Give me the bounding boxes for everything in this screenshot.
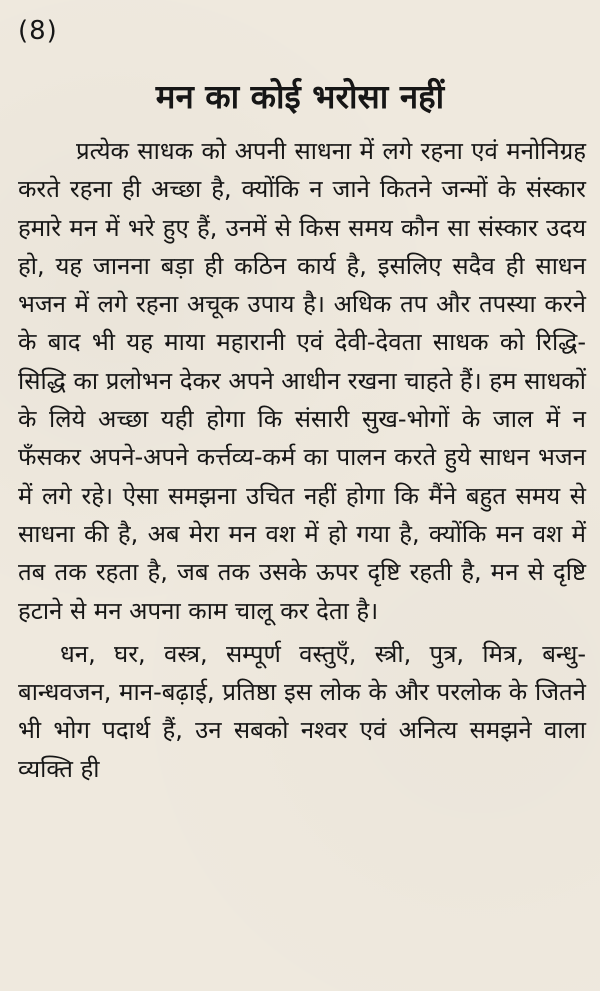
paragraph-1: प्रत्येक साधक को अपनी साधना में लगे रहना एवं मनोनिग्रह करते रहना ही अच्छा है, क्योंकि न जाने कितने जन्मों के संस्कार हमारे मन में भरे हुए हैं, उनमें से किस समय कौन सा संस्कार उदय हो, यह जानना बड़ा ही कठिन कार्य है, इसलिए सदैव ही साधन भजन में लगे रहना अचूक उपाय है। अधिक तप और तपस्या करने के बाद भी यह माया महारानी एवं देवी-देवता साधक को रिद्धि-सिद्धि का प्रलोभन देकर अपने आधीन रखना चाहते हैं। हम साधकों के लिये अच्छा यही होगा कि संसारी सुख-भोगों के जाल में न फँसकर अपने-अपने कर्त्तव्य-कर्म का पालन करते हुये साधन भजन में लगे रहे। ऐसा समझना उचित नहीं होगा कि मैंने बहुत समय से साधना की है, अब मेरा मन वश में हो गया है, क्योंकि मन वश में तब तक रहता है, जब तक उसके ऊपर दृष्टि रहती है, मन से दृष्टि हटाने से मन अपना काम चालू कर देता है।	[18, 137, 586, 625]
page-title: मन का कोई भरोसा नहीं	[155, 77, 445, 116]
page-number: (8)	[18, 16, 58, 46]
paragraph-2: धन, घर, वस्त्र, सम्पूर्ण वस्तुएँ, स्त्री, पुत्र, मित्र, बन्धु-बान्धवजन, मान-बढ़ाई, प्रतिष्ठा इस लोक के और परलोक के जितने भी भोग पदार्थ हैं, उन सबको नश्वर एवं अनित्य समझने वाला व्यक्ति ही	[18, 639, 586, 783]
body-text	[18, 132, 586, 788]
